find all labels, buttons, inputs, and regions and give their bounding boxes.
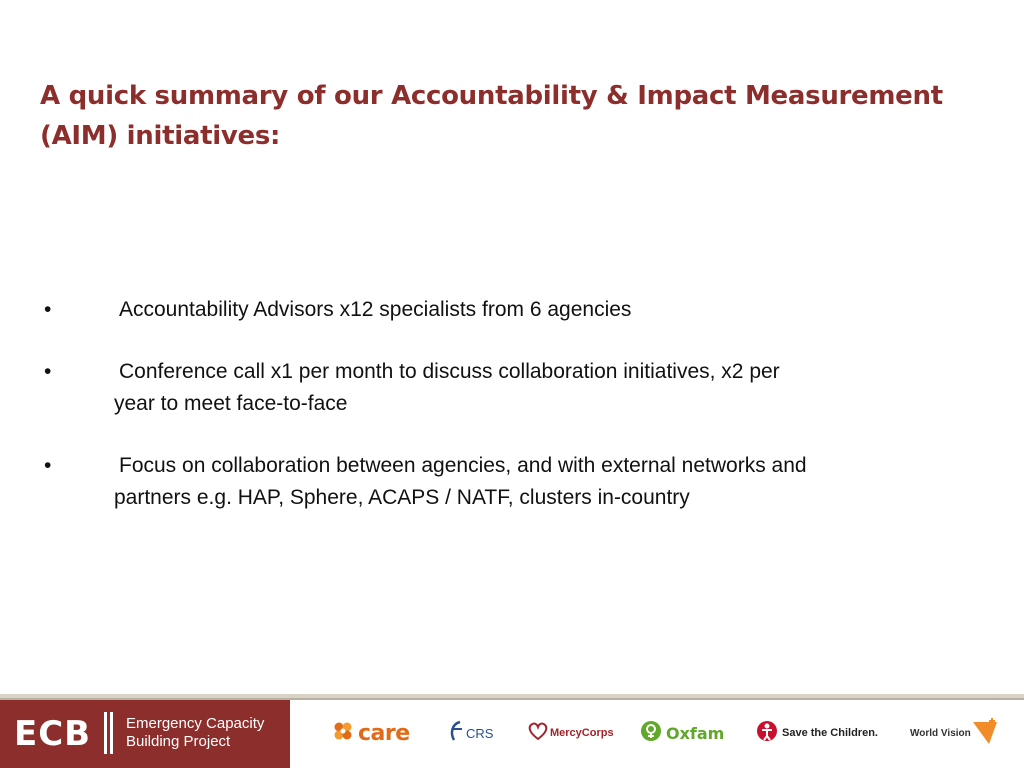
- bullet-marker: •: [44, 360, 52, 383]
- bullet-item: [44, 450, 984, 514]
- bullet-item: [44, 356, 984, 420]
- bullet-text: Conference call x1 per month to discuss collaboration initiatives, x2 per: [119, 360, 780, 383]
- ecb-brand-block: [0, 700, 290, 768]
- save-the-children-logo-text: Save the Children.: [782, 727, 878, 739]
- crs-logo-text: CRS: [466, 725, 494, 741]
- mercycorps-logo-text: MercyCorps: [550, 727, 614, 739]
- save-the-children-logo: [756, 715, 878, 751]
- ecb-logo-text: ECB: [14, 714, 92, 754]
- slide-title: [40, 76, 1000, 156]
- slide-title-line2: (AIM) initiatives:: [40, 121, 281, 151]
- bullet-list: [44, 294, 984, 544]
- oxfam-logo-text: Oxfam: [666, 723, 725, 743]
- oxfam-logo-icon: [640, 720, 662, 747]
- world-vision-logo: [910, 715, 999, 751]
- care-logo-icon: [332, 720, 354, 747]
- world-vision-logo-text: World Vision: [910, 727, 971, 739]
- crs-logo: [448, 715, 493, 751]
- bullet-marker: •: [44, 454, 52, 477]
- bullet-item: [44, 294, 984, 326]
- care-logo: [332, 715, 410, 751]
- save-the-children-logo-icon: [756, 719, 778, 748]
- ecb-project-name-line2: Building Project: [126, 733, 231, 750]
- bullet-marker: •: [44, 298, 52, 321]
- mercycorps-logo: [528, 715, 614, 751]
- world-vision-logo-icon: [971, 716, 999, 751]
- care-logo-text: care: [358, 720, 410, 746]
- crs-logo-icon: [448, 719, 464, 748]
- mercycorps-logo-icon: [528, 722, 548, 745]
- bullet-text: Accountability Advisors x12 specialists from 6 agencies: [119, 298, 632, 321]
- ecb-project-name-line1: Emergency Capacity: [126, 715, 265, 732]
- slide-title-line1: A quick summary of our Accountability & Impact Measurement: [40, 81, 943, 111]
- bullet-text-continued: year to meet face-to-face: [114, 392, 348, 415]
- oxfam-logo: [640, 715, 724, 751]
- ecb-project-name: [126, 715, 264, 751]
- bullet-text-continued: partners e.g. HAP, Sphere, ACAPS / NATF, clusters in-country: [114, 486, 690, 509]
- ecb-divider-bars: [104, 712, 114, 754]
- bullet-text: Focus on collaboration between agencies, and with external networks and: [119, 454, 807, 477]
